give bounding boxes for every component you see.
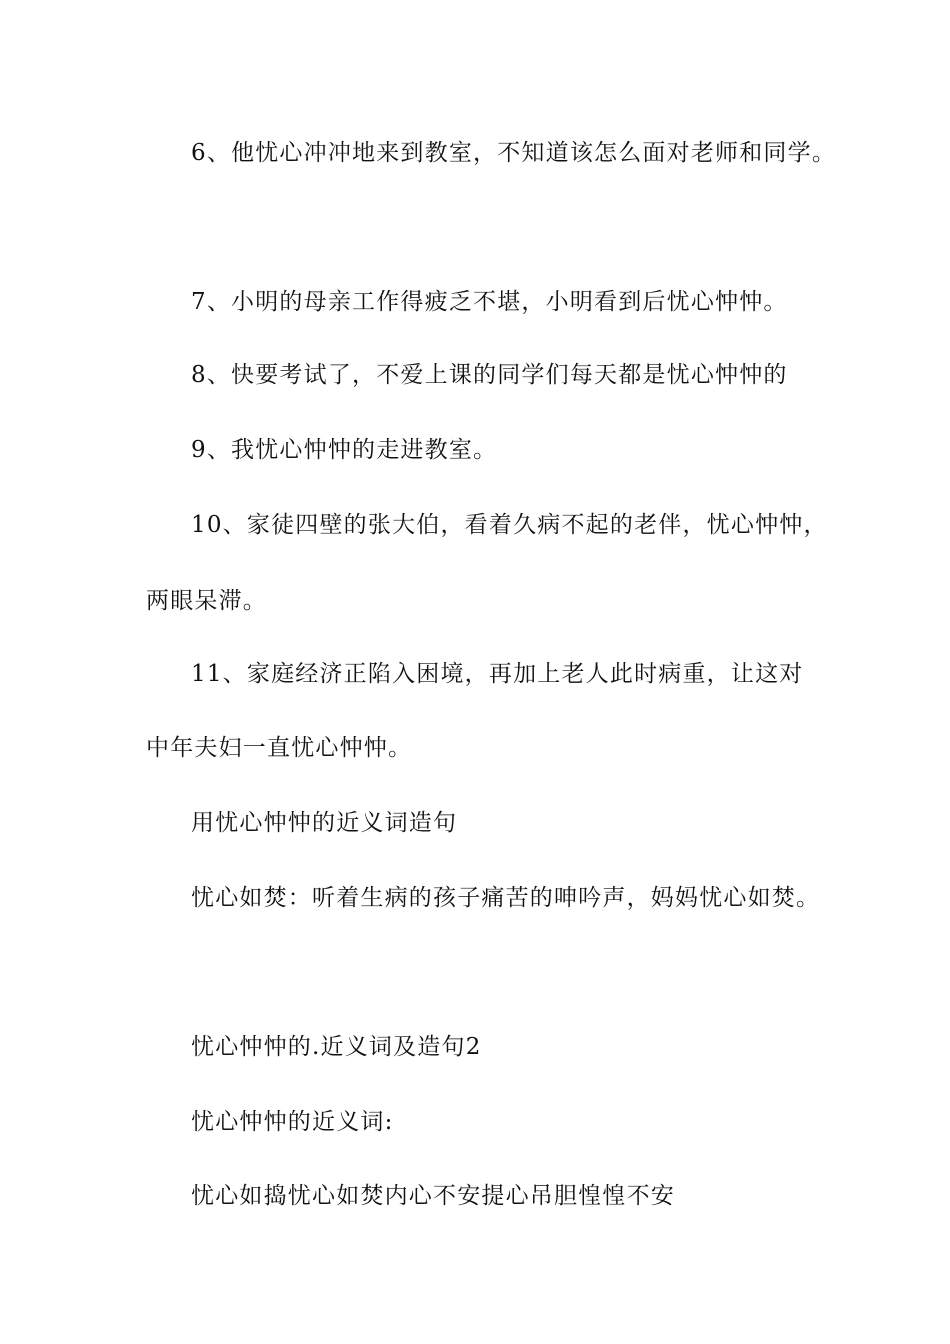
sentence-8: 8、快要考试了，不爱上课的同学们每天都是忧心忡忡的 xyxy=(191,362,788,388)
sentence-9: 9、我忧心忡忡的走进教室。 xyxy=(191,437,498,463)
sentence-10: 10、家徒四壁的张大伯，看着久病不起的老伴，忧心忡忡， xyxy=(191,512,828,538)
synonym-list: 忧心如捣忧心如焚内心不安提心吊胆惶惶不安 xyxy=(191,1183,675,1209)
sentence-10-continued: 两眼呆滞。 xyxy=(146,588,267,614)
section-heading-synonym-sentences: 用忧心忡忡的近义词造句 xyxy=(191,810,458,836)
sentence-11-continued: 中年夫妇一直忧心忡忡。 xyxy=(146,735,413,761)
synonym-example-sentence: 忧心如焚：听着生病的孩子痛苦的呻吟声，妈妈忧心如焚。 xyxy=(191,885,821,911)
sentence-11: 11、家庭经济正陷入困境，再加上老人此时病重，让这对 xyxy=(191,661,804,687)
synonym-label: 忧心忡忡的近义词: xyxy=(191,1109,394,1135)
sentence-7: 7、小明的母亲工作得疲乏不堪，小明看到后忧心忡忡。 xyxy=(191,289,788,315)
sentence-6: 6、他忧心冲冲地来到教室，不知道该怎么面对老师和同学。 xyxy=(191,140,837,166)
section-title-2: 忧心忡忡的.近义词及造句2 xyxy=(191,1034,482,1060)
